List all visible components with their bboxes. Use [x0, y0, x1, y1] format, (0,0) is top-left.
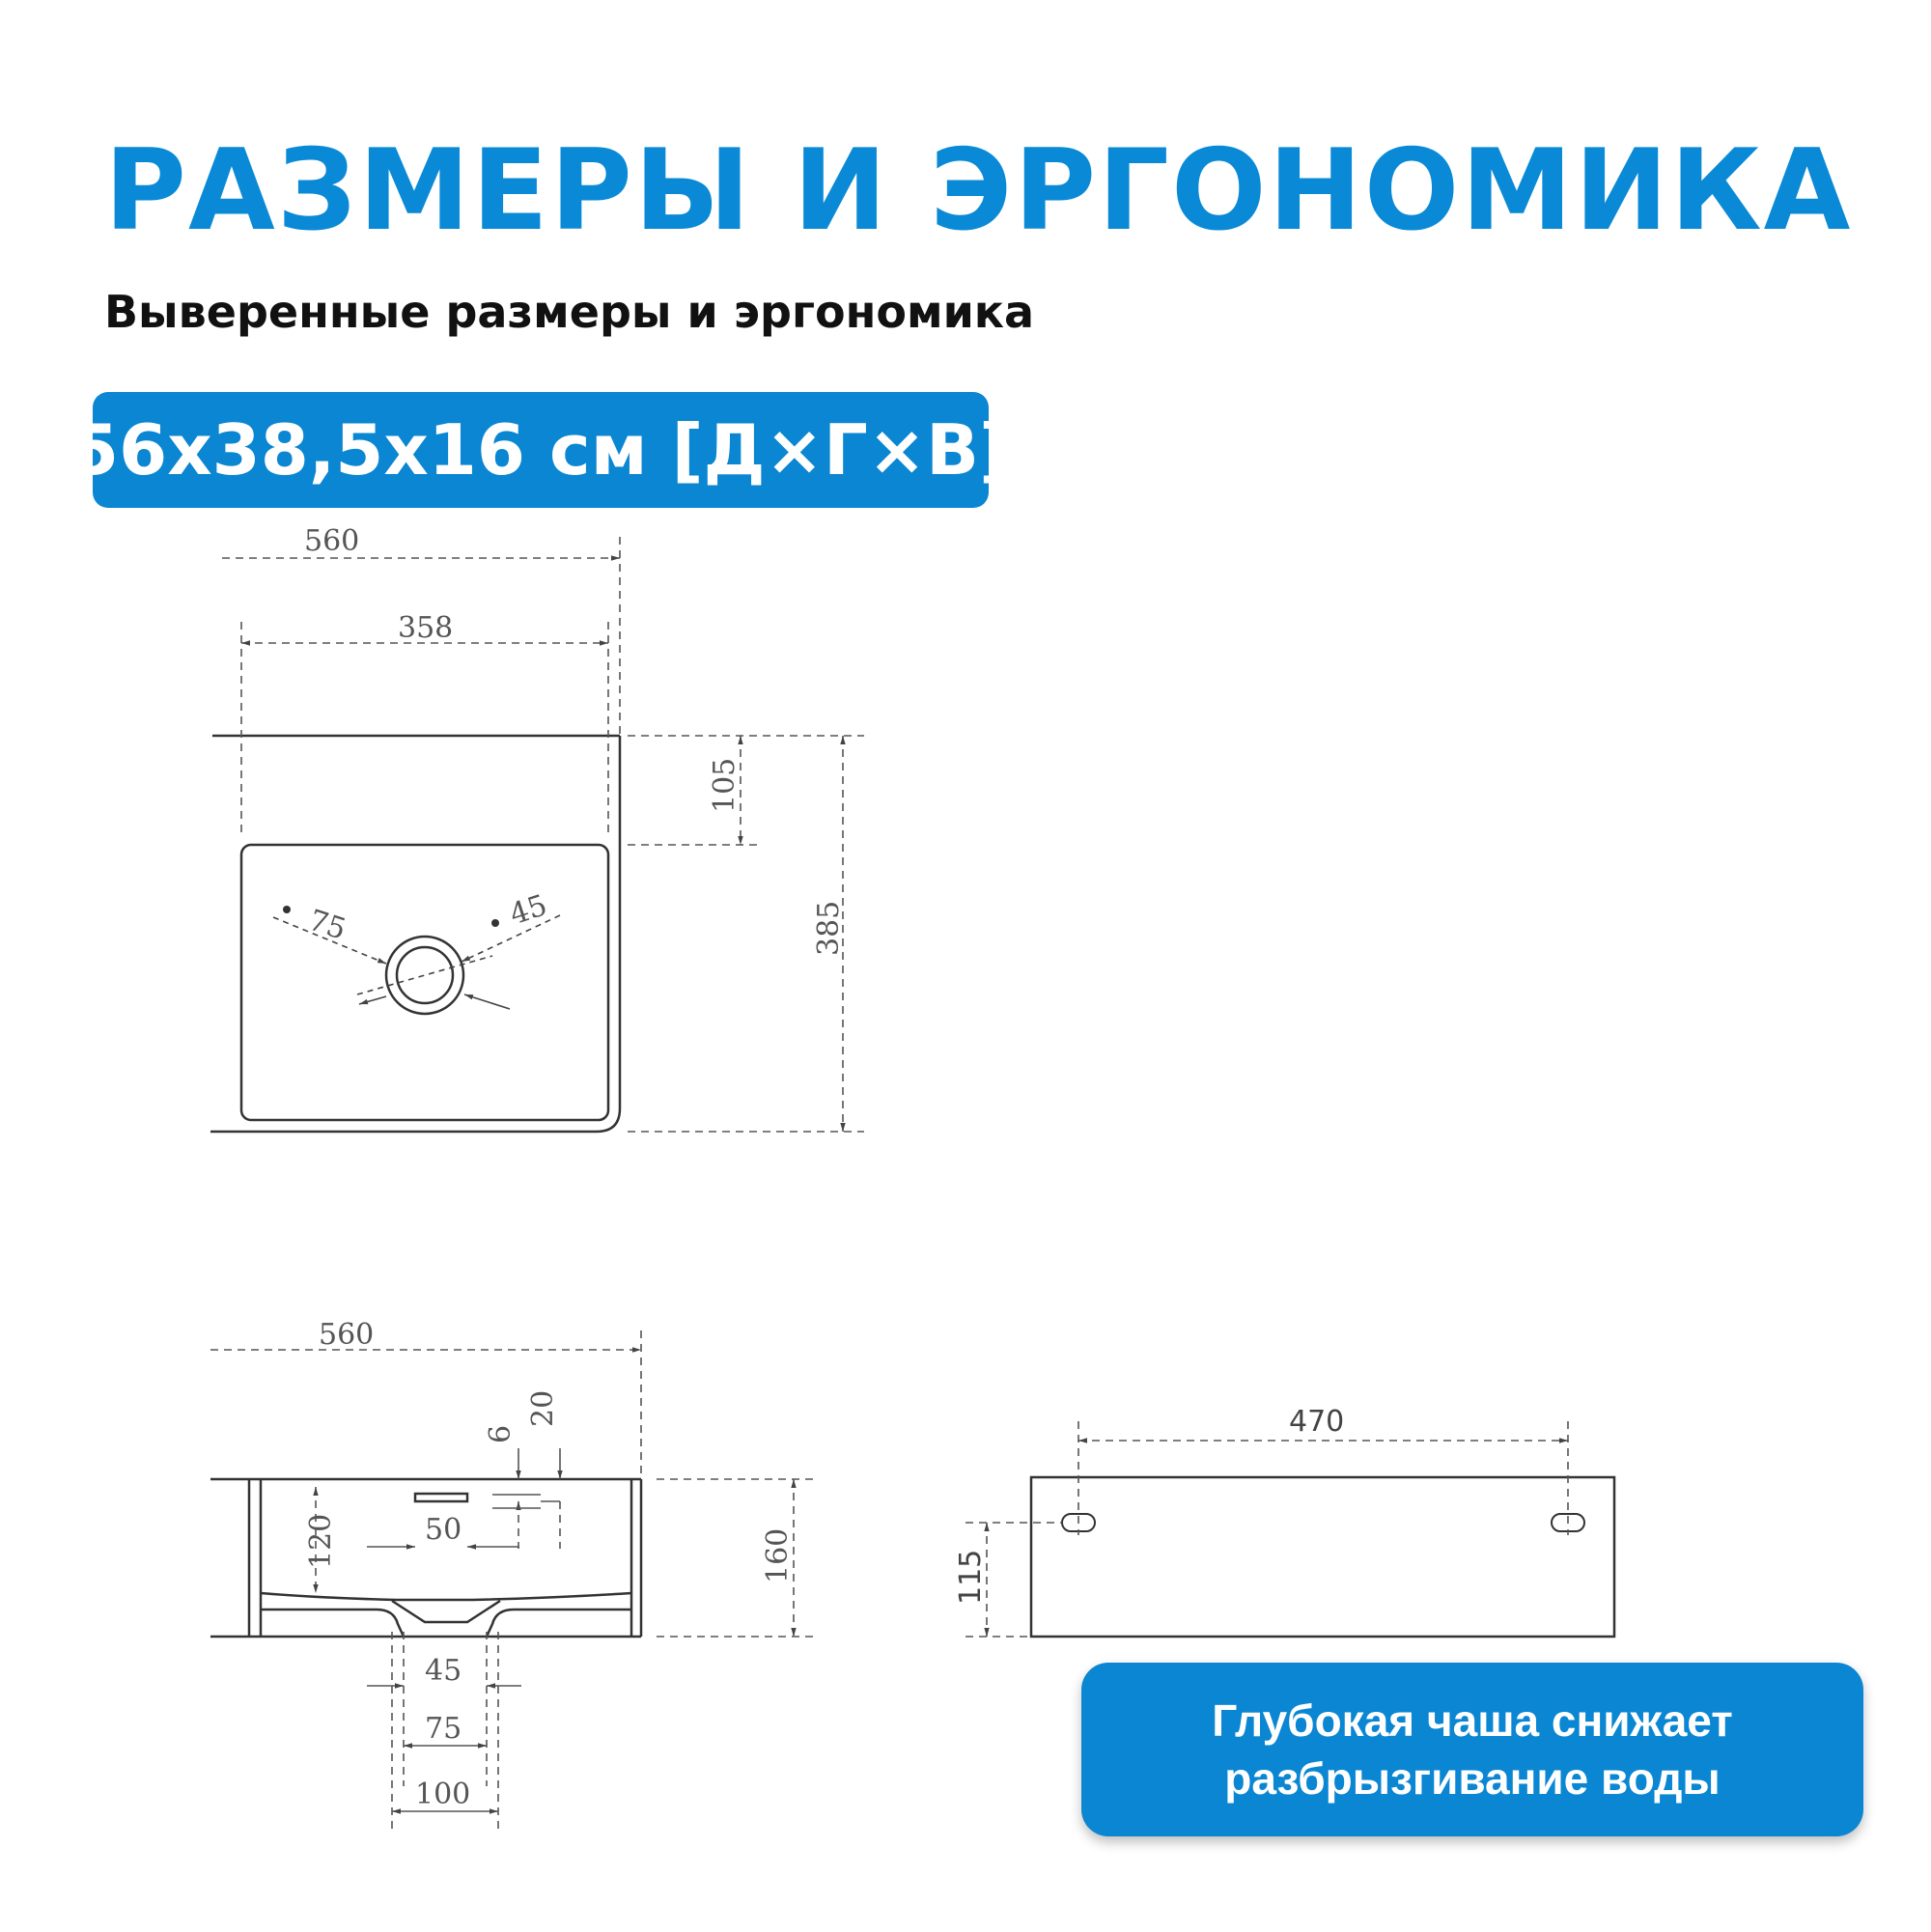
back-view-dim-lines [966, 1421, 1568, 1637]
dimensions-badge-label: 56x38,5x16 см [Д×Г×В] [70, 409, 1011, 490]
top-rear-depth-label: 105 [708, 757, 742, 813]
feature-callout-text: Глубокая чаша снижает разбрызгивание воды [1212, 1695, 1733, 1804]
side-overall-height-label: 160 [761, 1527, 795, 1583]
top-view-drain [386, 937, 463, 1014]
side-section-dim-lines [210, 1330, 816, 1830]
angle-right-label: 45 [505, 888, 551, 933]
side-overflow-offset-label: 20 [526, 1389, 560, 1427]
page-title: РАЗМЕРЫ И ЭРГОНОМИКА [104, 126, 1853, 256]
drain-100-label: 100 [415, 1778, 471, 1811]
top-overall-width-label: 560 [304, 524, 360, 558]
drain-75-label: 75 [425, 1712, 462, 1746]
top-overall-depth-label: 385 [812, 900, 846, 956]
angle-right-dot [491, 919, 499, 927]
top-view-outline [210, 736, 620, 1132]
feature-callout [1081, 1663, 1863, 1836]
side-overflow-width-label: 50 [425, 1513, 462, 1547]
side-section-outline [210, 1479, 641, 1637]
side-section [210, 1318, 816, 1830]
mount-height-label: 115 [954, 1549, 988, 1605]
side-overall-width-label: 560 [319, 1318, 375, 1352]
back-view-outline [1031, 1477, 1614, 1637]
side-bowl-depth-label: 120 [304, 1513, 338, 1569]
angle-left-dot [283, 906, 291, 913]
mount-spacing-label: 470 [1289, 1405, 1345, 1439]
side-overflow-height-label: 6 [484, 1424, 518, 1443]
angle-left-label: 75 [304, 903, 350, 947]
drain-45-label: 45 [425, 1654, 462, 1688]
back-view [954, 1405, 1614, 1637]
page-subtitle: Выверенные размеры и эргономика [104, 286, 1035, 338]
top-view-dim-lines [222, 537, 864, 1132]
top-view [210, 524, 864, 1132]
top-bowl-width-label: 358 [398, 611, 454, 645]
